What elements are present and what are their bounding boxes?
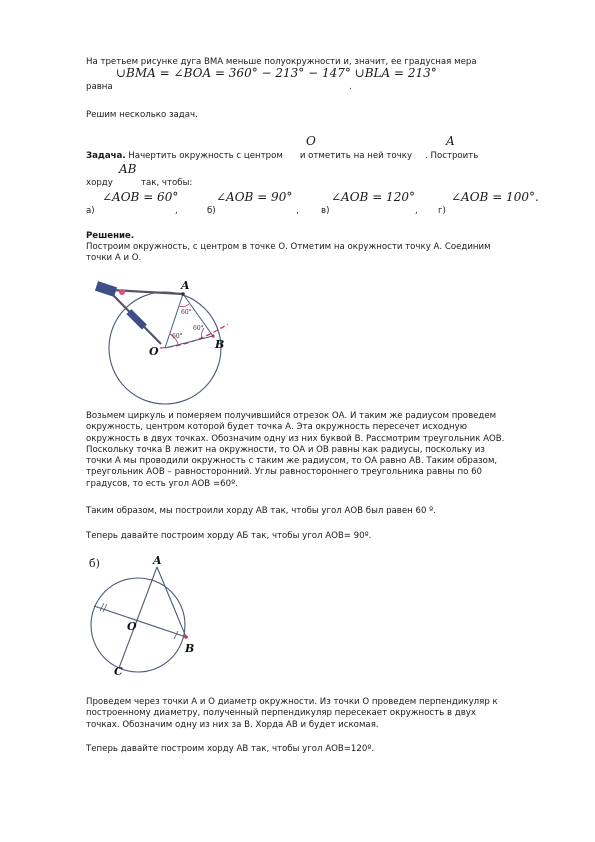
arc-formula: ∪BMA = ∠BOA = 360° − 213° − 147° ∪BLA = 213°	[116, 66, 437, 80]
solution-text	[86, 242, 556, 265]
intro-120: Теперь давайте построим хорду АВ так, чтобы угол АОВ=120º.	[86, 744, 375, 754]
label-o: O	[149, 345, 159, 358]
label-c-2: C	[114, 665, 123, 678]
text-line: окружность, центром которой будет точка А. Эта окружность пересечет исходную	[86, 422, 467, 433]
solution-head: Решение.	[86, 231, 135, 241]
label-b: B	[215, 338, 225, 351]
conclusion-60: Таким образом, мы построили хорду АВ так, чтобы угол АОВ был равен 60 º.	[86, 506, 436, 516]
label-b: б)	[207, 206, 216, 216]
task-text-5: так, чтобы:	[141, 178, 193, 188]
solution-line: точки А и О.	[86, 253, 142, 264]
text-line: Возьмем циркуль и померяем получившийся отрезок ОА. И таким же радиусом проведем	[86, 411, 497, 421]
sep-c: ,	[415, 206, 418, 216]
tick-right	[174, 631, 178, 639]
text-line: окружность в двух точках. Обозначим одну из них буквой В. Рассмотрим треугольник АОВ.	[86, 433, 505, 444]
task-text-2: и отметить на ней точку	[299, 151, 413, 161]
sep-b: ,	[296, 206, 299, 216]
paragraph-compass	[86, 411, 556, 490]
text-line: треугольник АОВ – равносторонний. Углы равностороннего треугольника равны по 60	[86, 467, 483, 478]
sep-a: ,	[175, 206, 178, 216]
solve-intro: Решим несколько задач.	[86, 110, 198, 120]
formula-a: ∠AOB = 60°	[102, 190, 179, 204]
task-line-1	[86, 151, 478, 163]
paragraph-diameter	[86, 697, 556, 731]
intro-line-1: На третьем рисунке дуга ВМА меньше полуокружности и, значит, ее градусная мера	[86, 57, 477, 67]
main-circle-2	[91, 578, 185, 672]
label-a: а)	[86, 206, 95, 216]
fig2-label: б)	[89, 557, 100, 570]
angle-label-o: 60°	[172, 333, 183, 340]
chord-ab	[157, 567, 186, 637]
var-o: O	[306, 134, 316, 148]
formula-c: ∠AOB = 120°	[331, 190, 415, 204]
label-a-2: A	[153, 554, 162, 567]
figure-90-construction	[88, 553, 214, 683]
tick-left	[100, 603, 107, 612]
var-ab: AB	[119, 162, 137, 176]
intro-line-2: равна	[86, 82, 113, 92]
figure-60-construction	[88, 276, 240, 406]
var-a: A	[446, 134, 455, 148]
label-d: г)	[438, 206, 446, 216]
text-line: точках. Обозначим одну из них за В. Хорда АВ и будет искомая.	[86, 719, 379, 730]
point-b-marker-2	[184, 635, 188, 639]
label-b-2: B	[185, 642, 195, 655]
text-line: построенному диаметру, полученный перпендикуляр пересекает окружность в двух	[86, 708, 476, 719]
label-c: в)	[321, 206, 330, 216]
task-text-4: хорду	[86, 178, 113, 188]
label-a: A	[181, 279, 190, 292]
task-head: Задача.	[86, 151, 126, 161]
task-text-3: . Построить	[425, 151, 479, 161]
intro-dot: .	[349, 82, 352, 92]
formula-d: ∠AOB = 100°.	[451, 190, 539, 204]
text-line: Проведем через точки А и О диаметр окружности. Из точки О проведем перпендикуляр к	[86, 697, 498, 707]
text-line: точки А мы проводили окружность с таким же радиусом, то ОА равно АВ. Таким образом,	[86, 456, 498, 467]
intro-90: Теперь давайте построим хорду АБ так, чтобы угол АОВ= 90º.	[86, 531, 372, 541]
angle-label-a: 60°	[181, 309, 192, 316]
angle-label-b: 60°	[193, 325, 204, 332]
solution-line: Построим окружность, с центром в точке О. Отметим на окружности точку А. Соединим	[86, 242, 491, 252]
text-line: Поскольку точка В лежит на окружности, то ОА и ОВ равны как радиусы, поскольку из	[86, 444, 485, 455]
label-o-2: O	[127, 620, 137, 633]
text-line: градусов, то есть угол АОВ =60º.	[86, 478, 238, 489]
angle-mark-a	[179, 304, 189, 307]
formula-b: ∠AOB = 90°	[216, 190, 293, 204]
diameter-ac	[119, 567, 157, 668]
task-text-1: Начертить окружность с центром	[128, 151, 283, 161]
